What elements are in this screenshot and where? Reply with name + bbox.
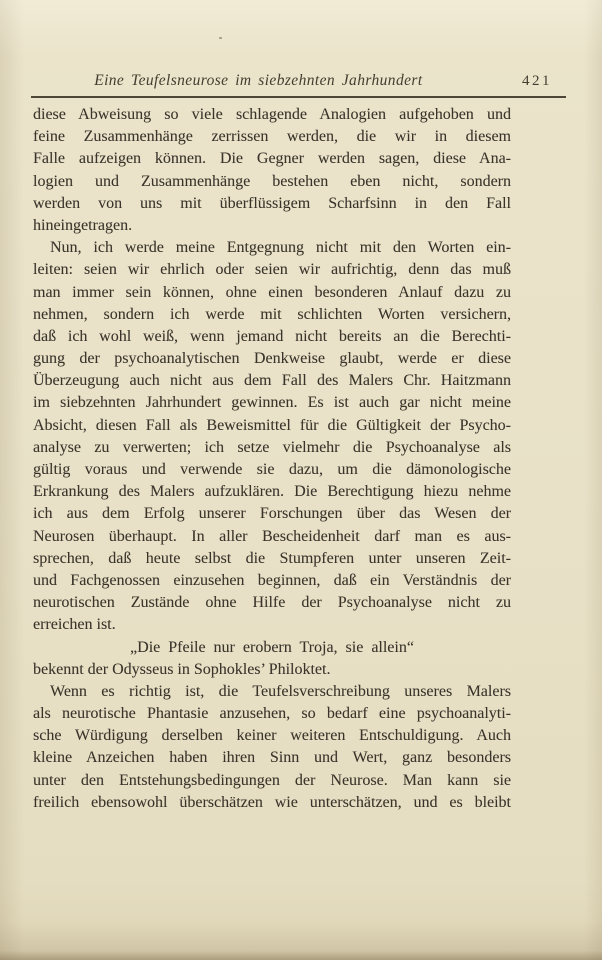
text-line: neurotischen Zustände ohne Hilfe der Psychoanalyse nicht zu	[33, 594, 511, 612]
page-header	[31, 70, 566, 98]
text-line: daß ich wohl weiß, wenn jemand nicht bereits an die Berechti-	[33, 327, 511, 345]
text-line: gung der psychoanalytischen Denkweise glaubt, werde er diese	[33, 350, 511, 368]
centered-quote: „Die Pfeile nur erobern Troja, sie allein“	[130, 638, 414, 656]
text-line: im siebzehnten Jahrhundert gewinnen. Es ist auch gar nicht meine	[33, 394, 511, 412]
text-block	[33, 104, 511, 814]
text-line: Erkrankung des Malers aufzuklären. Die Berechtigung hiezu nehme	[33, 483, 511, 501]
text-line: diese Abweisung so viele schlagende Analogien aufgehoben und	[33, 106, 511, 123]
running-head-title: Eine Teufelsneurose im siebzehnten Jahrhundert	[94, 72, 423, 89]
text-line: logien und Zusammenhänge bestehen eben nicht, sondern	[33, 172, 511, 190]
text-line: werden von uns mit überflüssigem Scharfsinn in den Fall	[33, 194, 511, 212]
text-line: man immer sein können, ohne einen besonderen Anlauf dazu zu	[33, 283, 511, 301]
text-line: leiten: seien wir ehrlich oder seien wir aufrichtig, denn das muß	[33, 261, 511, 279]
text-line: nehmen, sondern ich werde mit schlichten Worten versichern,	[33, 305, 511, 323]
text-line: feine Zusammenhänge zerrissen werden, die wir in diesem	[33, 128, 511, 146]
text-line: analyse zu verwerten; ich setze vielmehr die Psychoanalyse als	[33, 438, 511, 456]
text-line: sche Würdigung derselben keiner weiteren Entschuldigung. Auch	[33, 727, 511, 745]
text-line: sprechen, daß heute selbst die Stumpferen unter unseren Zeit-	[33, 549, 511, 567]
text-line: bekennt der Odysseus in Sophokles’ Philoktet.	[33, 660, 331, 678]
text-line: Wenn es richtig ist, die Teufelsverschreibung unseres Malers	[50, 682, 511, 700]
text-line: Neurosen überhaupt. In aller Bescheidenheit darf man es aus-	[33, 527, 511, 545]
text-line: Überzeugung auch nicht aus dem Fall des Malers Chr. Haitzmann	[33, 372, 511, 390]
text-line: kleine Anzeichen haben ihren Sinn und Wert, ganz besonders	[33, 749, 511, 767]
text-line: unter den Entstehungsbedingungen der Neurose. Man kann sie	[33, 771, 511, 789]
page-number: 421	[522, 73, 552, 89]
text-line: und Fachgenossen einzusehen beginnen, daß ein Verständnis der	[33, 571, 511, 589]
text-line: Nun, ich werde meine Entgegnung nicht mit den Worten ein-	[50, 239, 511, 257]
text-line: hineingetragen.	[33, 216, 133, 234]
text-line: Absicht, diesen Fall als Beweismittel für die Gültigkeit der Psycho-	[33, 416, 511, 434]
text-line: als neurotische Phantasie anzusehen, so bedarf eine psychoanalyti-	[33, 705, 511, 723]
text-line: gültig voraus und verwende sie dazu, um die dämonologische	[33, 461, 511, 478]
text-line: freilich ebensowohl überschätzen wie unterschätzen, und es bleibt	[33, 793, 511, 811]
paper-speck	[219, 37, 222, 39]
text-line: erreichen ist.	[33, 616, 116, 634]
text-line: ich aus dem Erfolg unserer Forschungen über das Wesen der	[33, 505, 511, 523]
text-line: Falle aufzeigen können. Die Gegner werden sagen, diese Ana-	[33, 150, 511, 168]
